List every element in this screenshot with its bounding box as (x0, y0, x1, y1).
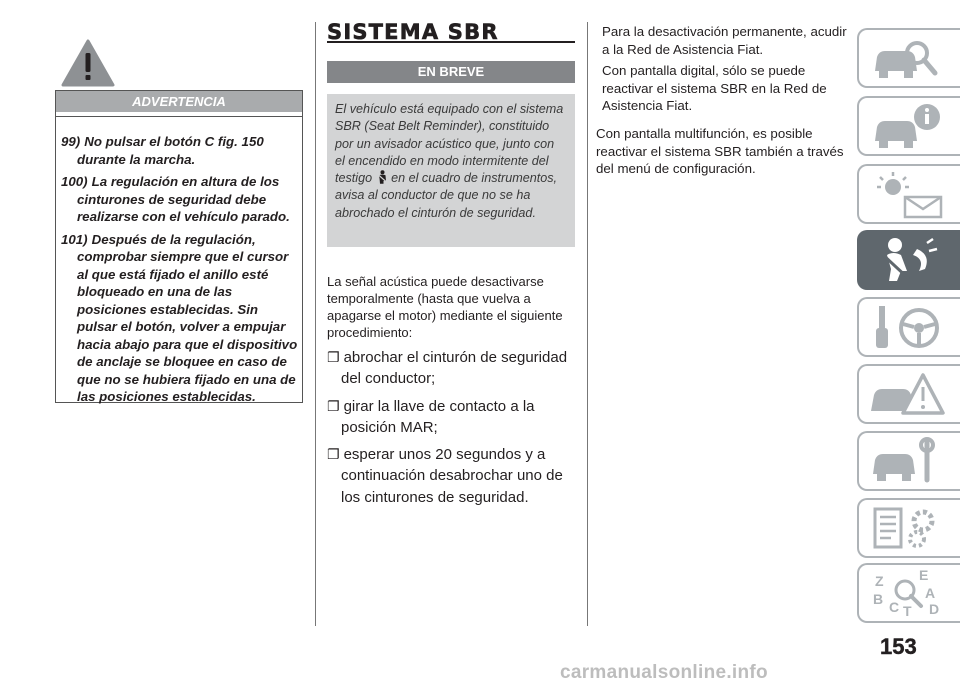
warning-item-number: 101) (61, 231, 88, 247)
warning-heading: ADVERTENCIA (56, 91, 302, 112)
watermark: carmanualsonline.info (560, 662, 768, 683)
tab-maintenance[interactable] (857, 431, 960, 491)
title-rule (327, 41, 575, 43)
paragraph: Con pantalla multifunción, es posible reactivar el sistema SBR también a través del menú de configuración. (596, 126, 844, 176)
warning-item-text: Después de la regulación, comprobar siempre que el cursor al que está fijado el anillo esté bloqueado en una de las posiciones establecidas. Sin pulsar el botón, volver a empujar hacia abajo para que el dispositivo de anclaje se bloquee en caso de que no se hubiera fijado en una de las posiciones establecidas. (77, 231, 298, 404)
brief-text: El vehículo está equipado con el sistema SBR (Seat Belt Reminder), constituido por un avisador acústico que, junto con el encendido en modo intermitente del testigo (335, 102, 564, 186)
specs-gears-icon (867, 503, 947, 553)
list-item-text: girar la llave de contacto a la posición MAR; (341, 397, 535, 436)
index-letter: D (929, 601, 940, 617)
column-divider (587, 22, 588, 626)
intro-paragraph: La señal acústica puede desactivarse temporalmente (hasta que vuelva a apagarse el motor) mediante el siguiente procedimiento: (327, 274, 563, 340)
seatbelt-warning-icon (376, 170, 388, 184)
brief-heading: EN BREVE (327, 61, 575, 83)
warning-item (61, 173, 300, 226)
index-letter: Z (875, 573, 884, 589)
index-letter: B (873, 591, 884, 607)
warning-box (55, 90, 303, 403)
warning-list (61, 133, 300, 411)
tab-car-search[interactable] (857, 28, 960, 88)
tab-safety[interactable] (857, 230, 960, 290)
checkbox-bullet-icon: ❐ (327, 397, 340, 414)
list-item-text: abrochar el cinturón de seguridad del conductor; (341, 349, 568, 388)
tab-technical-data[interactable] (857, 498, 960, 558)
brief-box (327, 94, 575, 247)
car-search-icon (867, 33, 947, 83)
tab-starting-driving[interactable] (857, 297, 960, 357)
warning-divider (55, 116, 303, 117)
warning-triangle-icon (60, 38, 116, 88)
warning-item-text: No pulsar el botón C fig. 150 durante la marcha. (77, 134, 264, 167)
procedure-list (327, 347, 577, 514)
checkbox-bullet-icon: ❐ (327, 349, 340, 365)
car-service-wrench-icon (867, 436, 947, 486)
section-title: SISTEMA SBR (327, 20, 499, 44)
tab-index[interactable] (857, 563, 960, 623)
warning-lights-message-icon (867, 169, 947, 219)
brief-text: en el cuadro de instrumentos, avisa al conductor de que no se ha abrochado el cinturón de seguridad. (335, 171, 558, 220)
list-item-text: esperar unos 20 segundos y a continuación desabrochar uno de los cinturones de seguridad. (341, 446, 563, 506)
tab-emergency[interactable] (857, 364, 960, 424)
seat-airbag-icon (867, 235, 947, 285)
paragraph: Con pantalla digital, sólo se puede reactivar el sistema SBR en la Red de Asistencia Fiat. (602, 63, 827, 113)
paragraph: Para la desactivación permanente, acudir a la Red de Asistencia Fiat. (602, 24, 847, 57)
list-item (327, 396, 577, 439)
car-warning-triangle-icon (867, 369, 947, 419)
warning-item (61, 231, 300, 406)
warning-item-number: 100) (61, 174, 88, 189)
page-number: 153 (880, 634, 917, 659)
index-letter: C (889, 599, 900, 615)
car-info-icon (867, 101, 947, 151)
warning-item-text: La regulación en altura de los cinturones de seguridad debe realizarse con el vehículo parado. (77, 174, 290, 224)
index-letter: E (919, 568, 929, 583)
alphabetical-index-icon (867, 568, 947, 618)
list-item (327, 444, 577, 508)
index-letter: A (925, 585, 936, 601)
tab-warning-lights[interactable] (857, 164, 960, 224)
list-item (327, 347, 577, 390)
key-steering-wheel-icon (867, 302, 947, 352)
warning-item-number: 99) (61, 134, 81, 149)
warning-item (61, 133, 300, 168)
checkbox-bullet-icon: ❐ (327, 446, 340, 463)
index-letter: T (903, 603, 912, 618)
column-divider (315, 22, 316, 626)
tab-car-info[interactable] (857, 96, 960, 156)
